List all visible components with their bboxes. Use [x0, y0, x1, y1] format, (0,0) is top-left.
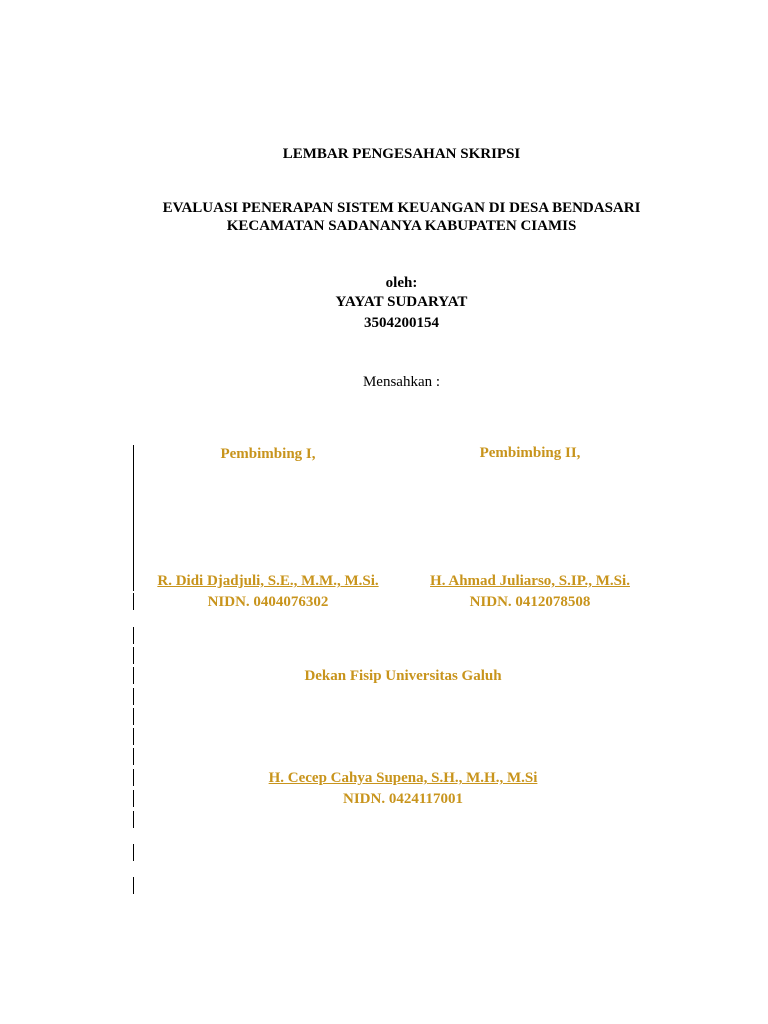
revision-bar: [133, 688, 134, 705]
revision-bar: [133, 647, 134, 664]
dean-role: Dekan Fisip Universitas Galuh: [304, 668, 502, 684]
advisor1-name: R. Didi Djadjuli, S.E., M.M., M.Si.: [157, 573, 379, 589]
approval-label: Mensahkan :: [362, 374, 441, 390]
revision-bar: [133, 728, 134, 745]
revision-bar: [133, 769, 134, 786]
advisor1-nidn: NIDN. 0404076302: [207, 594, 329, 610]
advisor1-role: Pembimbing I,: [220, 446, 316, 462]
by-label: oleh:: [385, 275, 418, 291]
revision-bar: [133, 877, 134, 894]
author-name: YAYAT SUDARYAT: [335, 294, 468, 310]
revision-bar: [133, 844, 134, 861]
advisor2-name: H. Ahmad Juliarso, S.IP., M.Si.: [430, 573, 630, 589]
advisor2-role: Pembimbing II,: [479, 445, 581, 461]
title-line-2: KECAMATAN SADANANYA KABUPATEN CIAMIS: [226, 218, 577, 234]
author-id: 3504200154: [364, 315, 439, 331]
revision-bar: [133, 748, 134, 765]
revision-bar: [133, 445, 134, 591]
revision-bar: [133, 708, 134, 725]
dean-name: H. Cecep Cahya Supena, S.H., M.H., M.Si: [268, 770, 538, 786]
revision-bar: [133, 593, 134, 610]
advisor2-nidn: NIDN. 0412078508: [469, 594, 591, 610]
title-line-1: EVALUASI PENERAPAN SISTEM KEUANGAN DI DESA BENDASARI: [162, 200, 641, 216]
revision-bar: [133, 667, 134, 684]
revision-bar: [133, 811, 134, 828]
revision-bar: [133, 790, 134, 807]
document-heading: LEMBAR PENGESAHAN SKRIPSI: [282, 146, 521, 162]
revision-bar: [133, 627, 134, 644]
dean-nidn: NIDN. 0424117001: [342, 791, 463, 807]
